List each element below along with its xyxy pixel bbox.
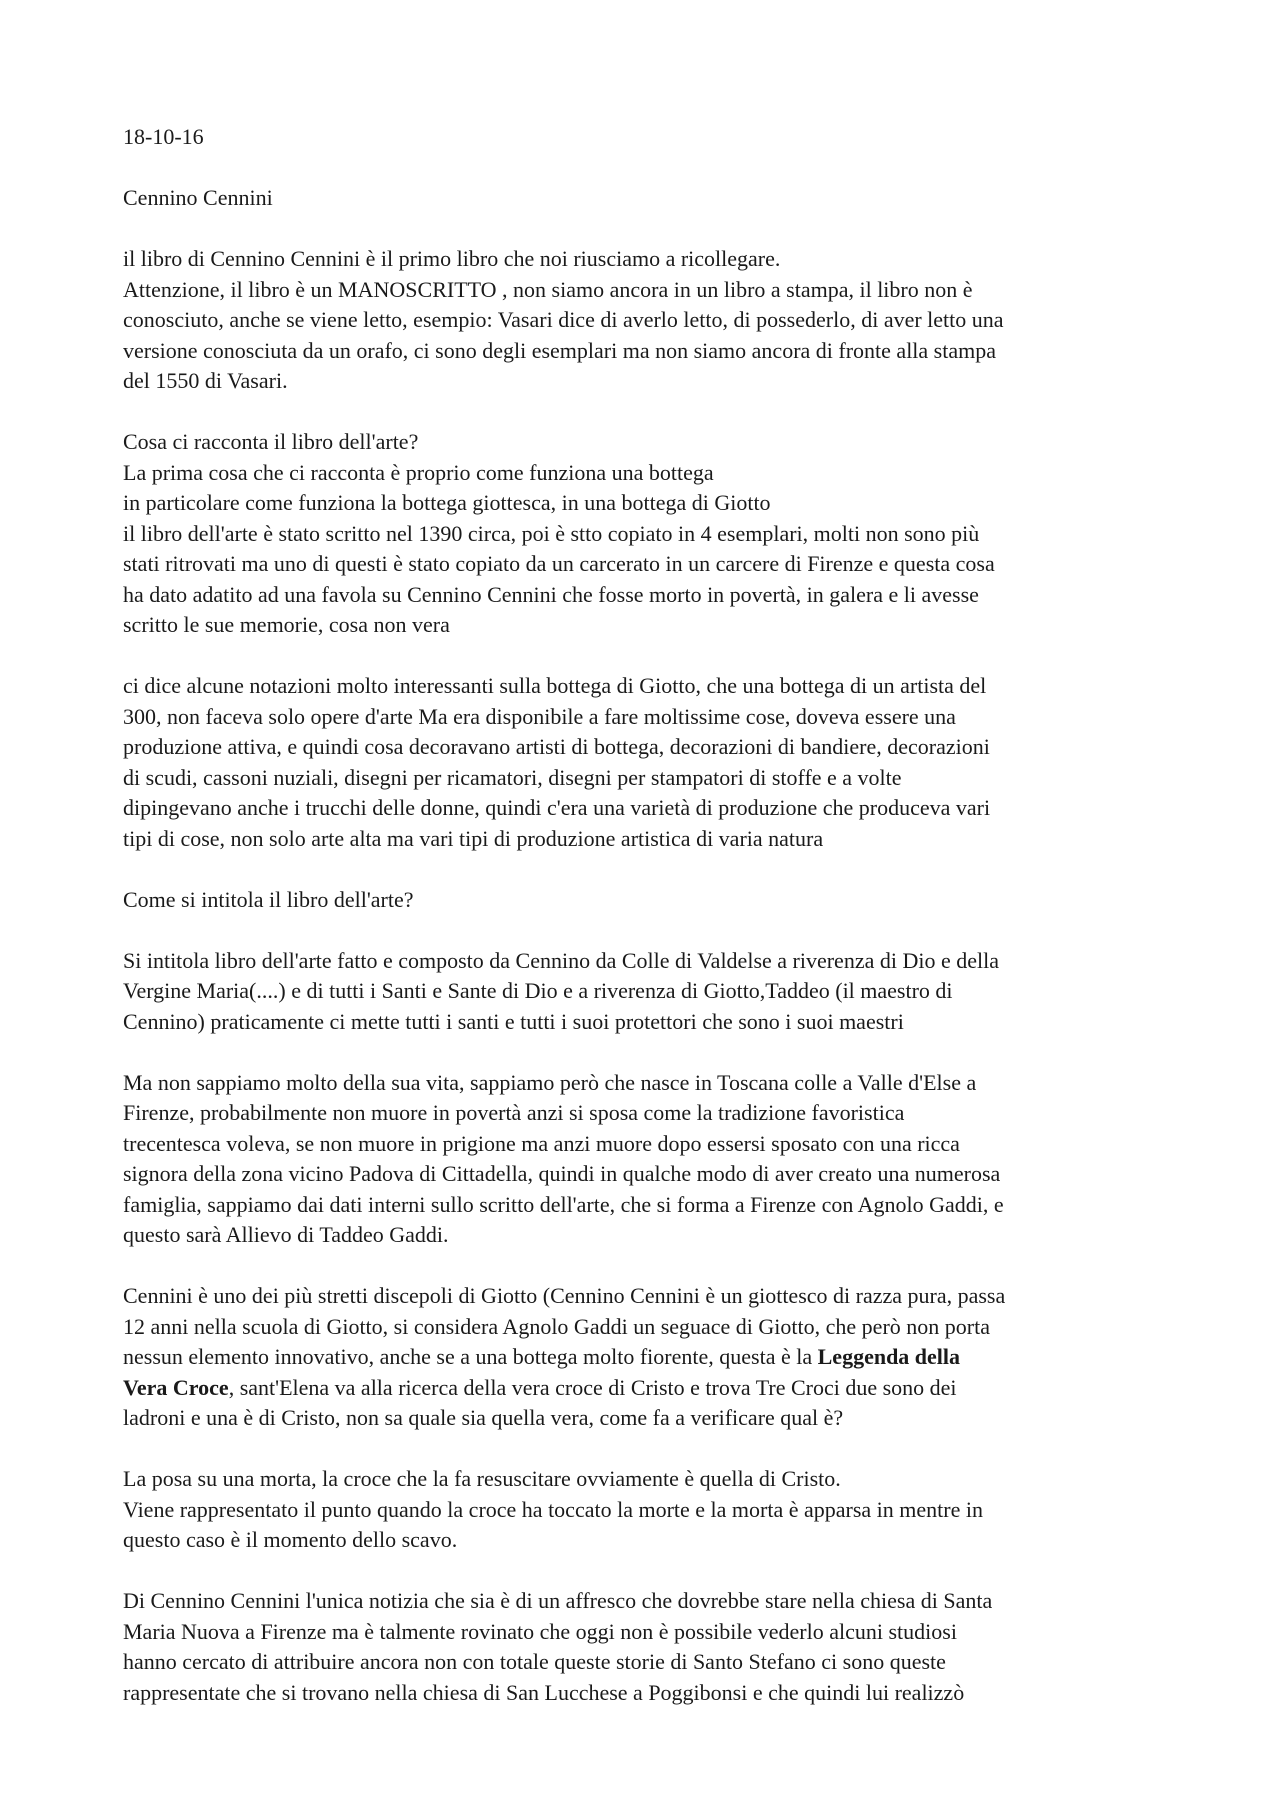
paragraph-5: Si intitola libro dell'arte fatto e composto da Cennino da Colle di Valdelse a riverenza di Dio e della Vergine Maria(....) e di tutti i Santi e Sante di Dio e a riverenza di Giotto,Taddeo (il maestro di Cennino) praticamente ci mette tutti i santi e tutti i suoi protettori che sono i suoi maestri: [123, 947, 999, 1034]
spacer: [123, 854, 1173, 885]
paragraph-7-text-start: Cennini è uno dei più stretti discepoli di Giotto (Cennino Cennini è un giottesco di razza pura, passa 12 anni nella scuola di Giotto, si considera Agnolo Gaddi un seguace di Giotto, che però non porta nessun elemento innovativo, anche se a una bottega molto fiorente, questa è la: [123, 1283, 1006, 1369]
document-body: [123, 122, 1173, 1708]
document-title: Cennino Cennini: [123, 185, 273, 210]
paragraph-9: Di Cennino Cennini l'unica notizia che sia è di un affresco che dovrebbe stare nella chiesa di Santa Maria Nuova a Firenze ma è talmente rovinato che oggi non è possibile vederlo alcuni studiosi hanno cercato di attribuire ancora non con totale queste storie di Santo Stefano ci sono queste rappresentate che si trovano nella chiesa di San Lucchese a Poggibonsi e che quindi lui realizzò: [123, 1588, 993, 1705]
spacer: [123, 1037, 1173, 1068]
document-date: 18-10-16: [123, 124, 204, 149]
paragraph-1: il libro di Cennino Cennini è il primo libro che noi riusciamo a ricollegare. Attenzione, il libro è un MANOSCRITTO , non siamo ancora in un libro a stampa, il libro non è conosciuto, anche se viene letto, esempio: Vasari dice di averlo letto, di possederlo, di aver letto una versione conosciuta da un orafo, ci sono degli esemplari ma non siamo ancora di fronte alla stampa del 1550 di Vasari.: [123, 246, 1004, 393]
paragraph-7: [123, 1281, 1173, 1434]
spacer: [123, 1434, 1173, 1465]
spacer: [123, 214, 1173, 245]
paragraph-6: Ma non sappiamo molto della sua vita, sappiamo però che nasce in Toscana colle a Valle d'Else a Firenze, probabilmente non muore in povertà anzi si sposa come la tradizione favoristica trecentesca voleva, se non muore in prigione ma anzi muore dopo essersi sposato con una ricca signora della zona vicino Padova di Cittadella, quindi in qualche modo di aver creato una numerosa famiglia, sappiamo dai dati interni sullo scritto dell'arte, che si forma a Firenze con Agnolo Gaddi, e questo sarà Allievo di Taddeo Gaddi.: [123, 1069, 1004, 1247]
paragraph-7-text-end: , sant'Elena va alla ricerca della vera croce di Cristo e trova Tre Croci due sono dei ladroni e una è di Cristo, non sa quale sia quella vera, come fa a verificare qual è?: [123, 1374, 957, 1430]
spacer: [123, 1556, 1173, 1587]
paragraph-3: ci dice alcune notazioni molto interessanti sulla bottega di Giotto, che una bottega di un artista del 300, non faceva solo opere d'arte Ma era disponibile a fare moltissime cose, doveva essere una produzione attiva, e quindi cosa decoravano artisti di bottega, decorazioni di bandiere, decorazioni di scudi, cassoni nuziali, disegni per ricamatori, disegni per stampatori di stoffe e a volte dipingevano anche i trucchi delle donne, quindi c'era una varietà di produzione che produceva vari tipi di cose, non solo arte alta ma vari tipi di produzione artistica di varia natura: [123, 673, 991, 851]
paragraph-8: La posa su una morta, la croce che la fa resuscitare ovviamente è quella di Cristo. Viene rappresentato il punto quando la croce ha toccato la morte e la morta è apparsa in mentre in questo caso è il momento dello scavo.: [123, 1466, 983, 1552]
highlighted-title: Leggenda della Vera Croce: [123, 1344, 961, 1400]
spacer: [123, 915, 1173, 946]
question-heading: Come si intitola il libro dell'arte?: [123, 886, 414, 912]
paragraph-2: Cosa ci racconta il libro dell'arte? La prima cosa che ci racconta è proprio come funziona una bottega in particolare come funziona la bottega giottesca, in una bottega di Giotto il libro dell'arte è stato scritto nel 1390 circa, poi è stto copiato in 4 esemplari, molti non sono più stati ritrovati ma uno di questi è stato copiato da un carcerato in un carcere di Firenze e questa cosa ha dato adatito ad una favola su Cennino Cennini che fosse morto in povertà, in galera e li avesse scritto le sue memorie, cosa non vera: [123, 429, 995, 637]
spacer: [123, 641, 1173, 672]
spacer: [123, 397, 1173, 428]
spacer: [123, 153, 1173, 184]
spacer: [123, 1251, 1173, 1282]
